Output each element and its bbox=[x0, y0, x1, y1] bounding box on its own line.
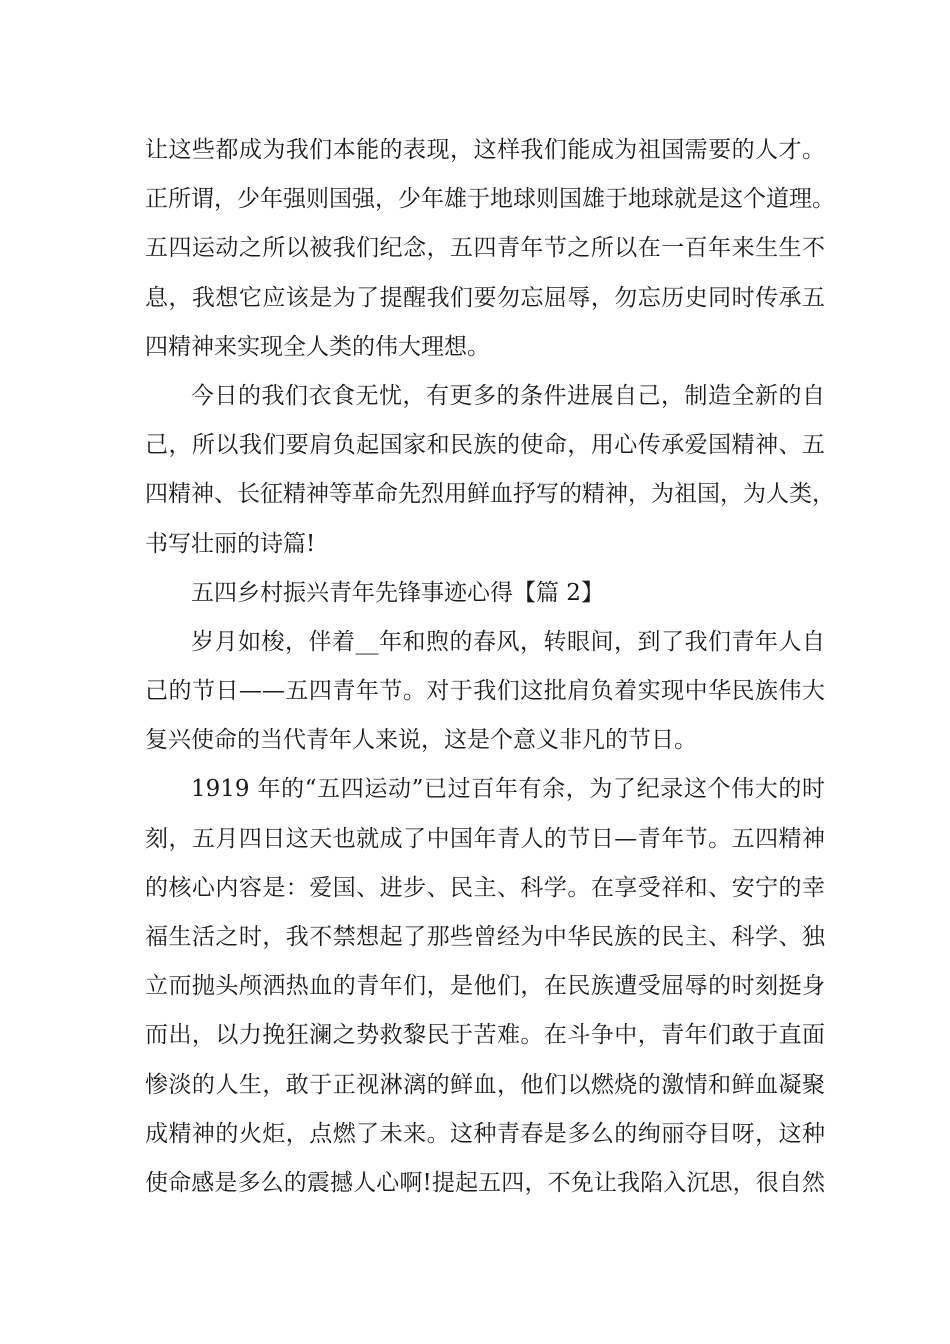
text-line: 刻，五月四日这天也就成了中国年青人的节日—青年节。五四精神 bbox=[145, 825, 825, 852]
text-line: 岁月如梭，伴着__年和煦的春风，转眼间，到了我们青年人自 bbox=[191, 628, 825, 655]
text-line: 成精神的火炬，点燃了未来。这种青春是多么的绚丽夺目呀，这种 bbox=[145, 1120, 825, 1147]
document-body bbox=[145, 126, 835, 1208]
text-line: 书写壮丽的诗篇! bbox=[145, 530, 316, 557]
text-line: 五四运动之所以被我们纪念，五四青年节之所以在一百年来生生不 bbox=[145, 235, 825, 262]
text-line: 使命感是多么的震撼人心啊!提起五四，不免让我陷入沉思，很自然 bbox=[145, 1169, 825, 1196]
text-line: 而出，以力挽狂澜之势救黎民于苦难。在斗争中，青年们敢于直面 bbox=[145, 1022, 825, 1049]
text-line: 己，所以我们要肩负起国家和民族的使命，用心传承爱国精神、五 bbox=[145, 432, 825, 459]
text-line: 让这些都成为我们本能的表现，这样我们能成为祖国需要的人才。 bbox=[145, 137, 825, 163]
text-line: 立而抛头颅洒热血的青年们，是他们，在民族遭受屈辱的时刻挺身 bbox=[145, 973, 825, 1000]
text-line: 己的节日——五四青年节。对于我们这批肩负着实现中华民族伟大 bbox=[145, 678, 825, 705]
text-line: 正所谓，少年强则国强，少年雄于地球则国雄于地球就是这个道理。 bbox=[145, 186, 835, 213]
text-line: 四精神、长征精神等革命先烈用鲜血抒写的精神，为祖国，为人类， bbox=[145, 481, 835, 508]
text-line: 息，我想它应该是为了提醒我们要勿忘屈辱，勿忘历史同时传承五 bbox=[145, 284, 825, 311]
text-line: 复兴使命的当代青年人来说，这是个意义非凡的节日。 bbox=[145, 727, 697, 754]
text-line: 四精神来实现全人类的伟大理想。 bbox=[145, 333, 490, 360]
text-line: 今日的我们衣食无忧，有更多的条件进展自己，制造全新的自 bbox=[191, 382, 825, 409]
section-heading: 五四乡村振兴青年先锋事迹心得【篇 2】 bbox=[191, 579, 604, 606]
text-line: 的核心内容是：爱国、进步、民主、科学。在享受祥和、安宁的幸 bbox=[145, 874, 825, 901]
text-line: 福生活之时，我不禁想起了那些曾经为中华民族的民主、科学、独 bbox=[145, 924, 825, 950]
text-line: 惨淡的人生，敢于正视淋漓的鲜血，他们以燃烧的激情和鲜血凝聚 bbox=[145, 1071, 825, 1098]
text-line: 1919 年的“五四运动”已过百年有余，为了纪录这个伟大的时 bbox=[191, 776, 825, 803]
